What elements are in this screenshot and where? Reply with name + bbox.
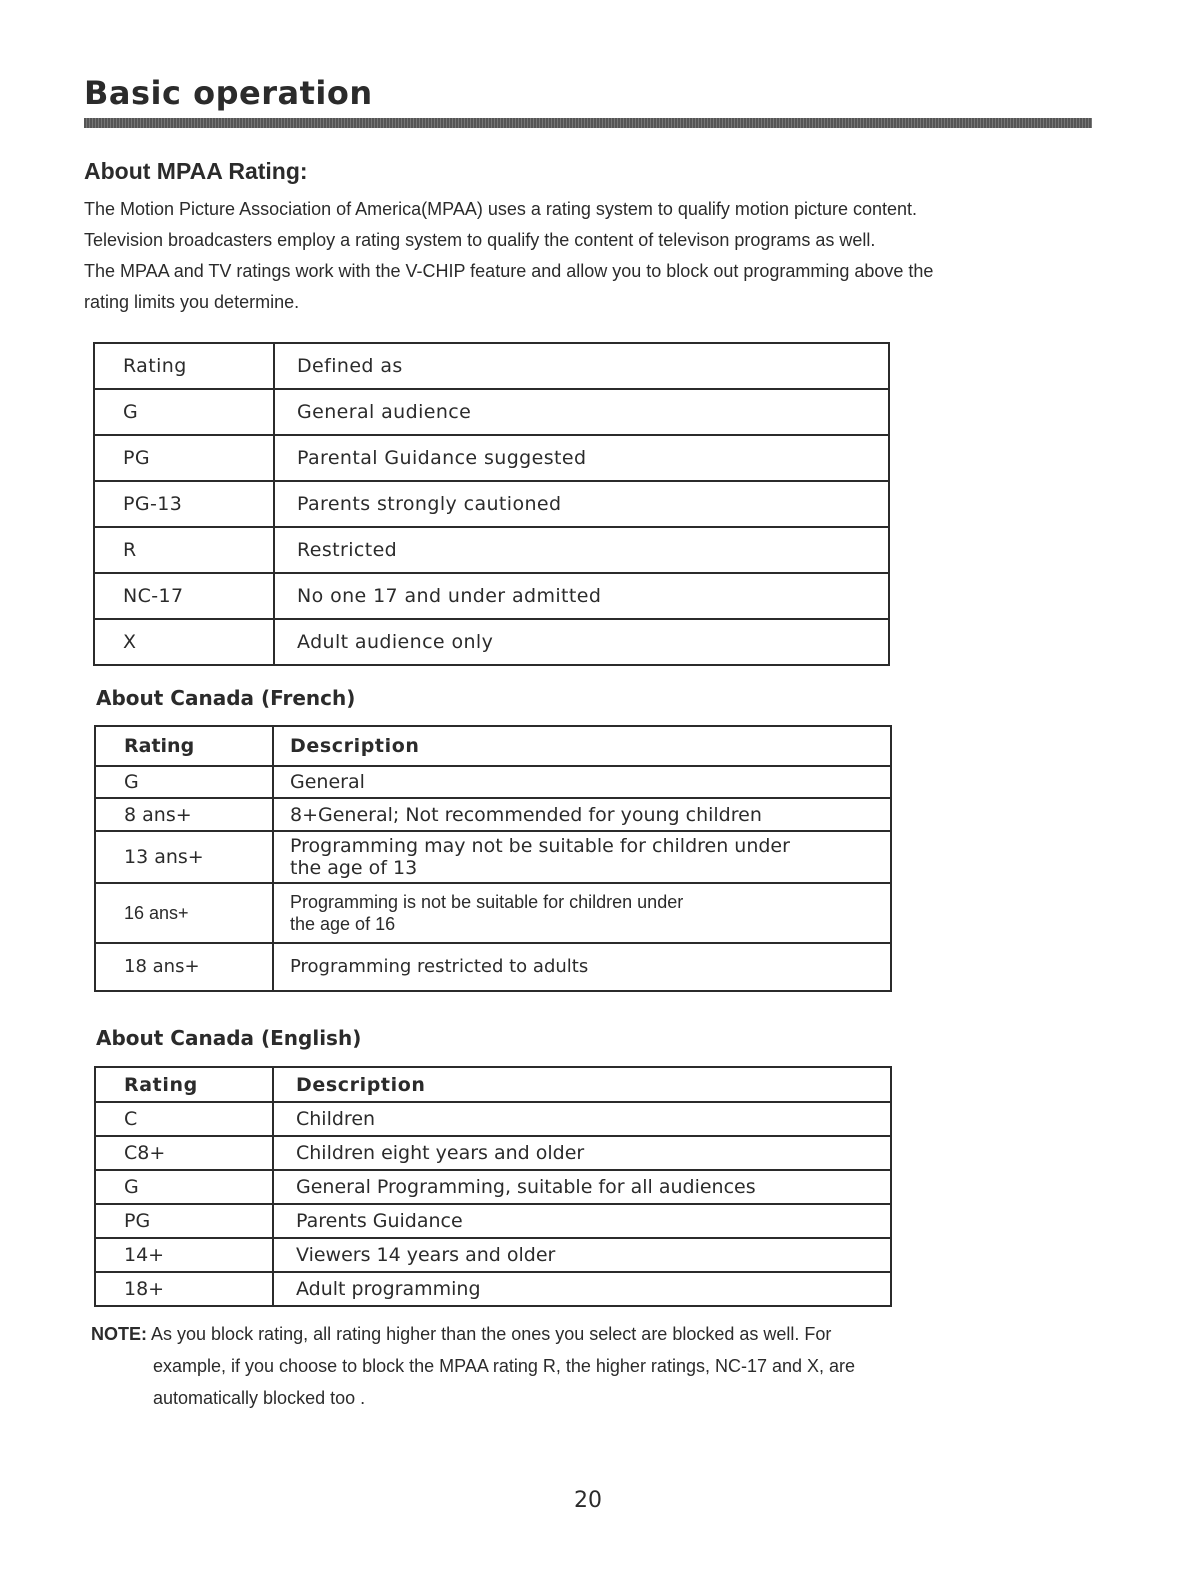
table-row: [94, 527, 889, 573]
description-cell: General: [273, 766, 891, 798]
description-line: Programming is not be suitable for children under: [290, 892, 684, 912]
canada-french-table: [94, 725, 892, 992]
definition-cell: No one 17 and under admitted: [274, 573, 889, 619]
table-row: [94, 389, 889, 435]
table-row: [94, 619, 889, 665]
rating-cell: X: [94, 619, 274, 665]
description-cell: Children eight years and older: [273, 1136, 891, 1170]
table-header-row: [94, 343, 889, 389]
table-row: [94, 481, 889, 527]
intro-line: Television broadcasters employ a rating system to qualify the content of televison programs as well.: [84, 230, 876, 250]
rating-cell: R: [94, 527, 274, 573]
table-row: [95, 1170, 891, 1204]
intro-line: rating limits you determine.: [84, 292, 300, 312]
page-number: 20: [574, 1488, 602, 1513]
column-header-rating: Rating: [95, 726, 273, 766]
definition-cell: General audience: [274, 389, 889, 435]
table-header-row: [95, 726, 891, 766]
rating-cell: G: [95, 1170, 273, 1204]
column-header-description: Description: [273, 726, 891, 766]
note-label: NOTE:: [91, 1324, 147, 1344]
column-header-description: Description: [273, 1067, 891, 1102]
page-title: Basic operation: [84, 74, 373, 112]
rating-cell: G: [94, 389, 274, 435]
rating-cell: NC-17: [94, 573, 274, 619]
definition-cell: Restricted: [274, 527, 889, 573]
description-cell: 8+General; Not recommended for young children: [273, 798, 891, 831]
rating-cell: 13 ans+: [95, 831, 273, 883]
description-cell: [273, 831, 891, 883]
intro-line: The Motion Picture Association of America(MPAA) uses a rating system to qualify motion picture content.: [84, 199, 918, 219]
description-cell: [273, 883, 891, 943]
description-cell: Children: [273, 1102, 891, 1136]
definition-cell: Adult audience only: [274, 619, 889, 665]
table-header-row: [95, 1067, 891, 1102]
canada-french-heading: About Canada (French): [96, 686, 356, 710]
rating-cell: PG: [94, 435, 274, 481]
canada-english-heading: About Canada (English): [96, 1026, 362, 1050]
table-row: [95, 883, 891, 943]
rating-cell: C: [95, 1102, 273, 1136]
rating-cell: G: [95, 766, 273, 798]
column-header-rating: Rating: [95, 1067, 273, 1102]
rating-cell: PG-13: [94, 481, 274, 527]
definition-cell: Parental Guidance suggested: [274, 435, 889, 481]
description-cell: Adult programming: [273, 1272, 891, 1306]
description-cell: Viewers 14 years and older: [273, 1238, 891, 1272]
table-row: [95, 798, 891, 831]
description-line: Programming may not be suitable for children under: [290, 835, 790, 857]
rating-cell: 18 ans+: [95, 943, 273, 991]
intro-line: The MPAA and TV ratings work with the V-CHIP feature and allow you to block out programming above the: [84, 261, 934, 281]
rating-cell: PG: [95, 1204, 273, 1238]
rating-cell: 14+: [95, 1238, 273, 1272]
rating-cell: 16 ans+: [95, 883, 273, 943]
table-row: [94, 435, 889, 481]
table-row: [95, 943, 891, 991]
note-text: example, if you choose to block the MPAA rating R, the higher ratings, NC-17 and X, are: [153, 1356, 856, 1376]
column-header-rating: Rating: [94, 343, 274, 389]
table-row: [95, 766, 891, 798]
table-row: [95, 1136, 891, 1170]
table-row: [95, 831, 891, 883]
description-line: the age of 13: [290, 857, 418, 879]
mpaa-rating-table: [93, 342, 890, 666]
note-text: As you block rating, all rating higher than the ones you select are blocked as well. For: [151, 1324, 832, 1344]
definition-cell: Parents strongly cautioned: [274, 481, 889, 527]
table-row: [95, 1272, 891, 1306]
description-cell: Parents Guidance: [273, 1204, 891, 1238]
title-divider: [84, 118, 1092, 128]
rating-cell: C8+: [95, 1136, 273, 1170]
table-row: [95, 1238, 891, 1272]
description-cell: General Programming, suitable for all audiences: [273, 1170, 891, 1204]
mpaa-intro: [84, 194, 1084, 318]
table-row: [94, 573, 889, 619]
rating-cell: 8 ans+: [95, 798, 273, 831]
table-row: [95, 1204, 891, 1238]
column-header-defined-as: Defined as: [274, 343, 889, 389]
canada-english-table: [94, 1066, 892, 1307]
description-cell: Programming restricted to adults: [273, 943, 891, 991]
note-block: [91, 1318, 951, 1414]
note-text: automatically blocked too .: [153, 1388, 366, 1408]
rating-cell: 18+: [95, 1272, 273, 1306]
description-line: the age of 16: [290, 914, 396, 934]
table-row: [95, 1102, 891, 1136]
mpaa-heading: About MPAA Rating:: [84, 158, 308, 184]
